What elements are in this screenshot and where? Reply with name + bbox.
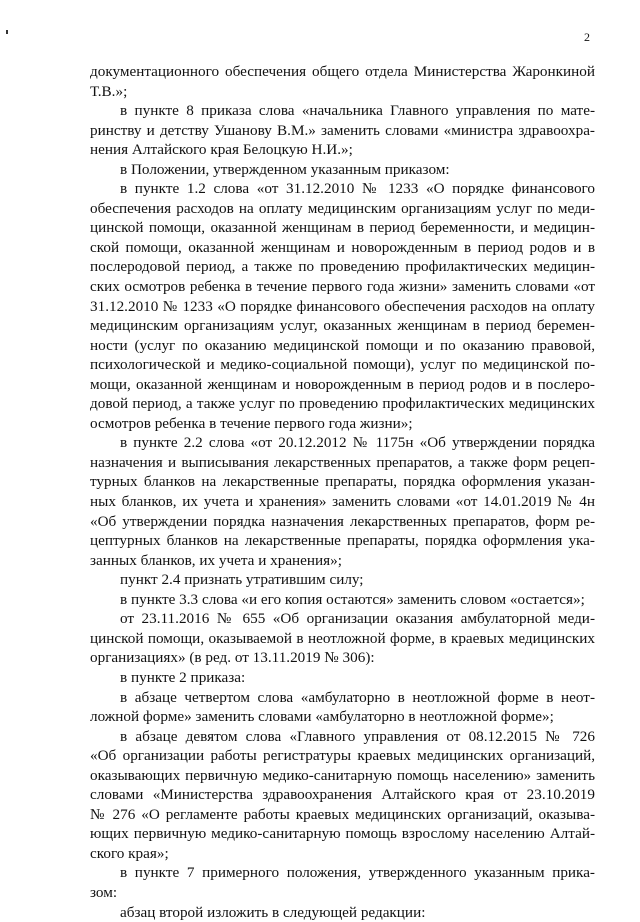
- text-line: оказывающих первичную медико-санитарную помощь населению» заменить: [90, 766, 595, 784]
- text-line: ского края»;: [90, 844, 169, 862]
- paragraph: [90, 433, 595, 570]
- paragraph: [90, 570, 595, 590]
- text-line: документационного обеспечения общего отдела Министерства Жаронкиной: [90, 63, 595, 80]
- text-line: в Положении, утвержденном указанным приказом:: [120, 160, 450, 178]
- text-line: ринству и детству Ушанову В.М.» заменить словами «министра здравоохра-: [90, 121, 595, 139]
- text-line: довой период, а также услуг по проведению профилактических медицинских: [90, 395, 595, 413]
- text-line: «Об организации работы регистратуры краевых медицинских организаций,: [90, 747, 595, 765]
- paragraph: [90, 101, 595, 160]
- text-line: ской помощи, оказанной женщинам и новорожденным в период родов и в: [90, 238, 595, 256]
- page-number: 2: [584, 30, 590, 44]
- paragraph: [90, 688, 595, 727]
- text-line: «Об утверждении порядка назначения лекарственных препаратов, форм ре-: [90, 512, 595, 530]
- text-line: 31.12.2010 № 1233 «О порядке финансового обеспечения расходов на оплату: [90, 297, 595, 315]
- scan-mark: [6, 30, 8, 34]
- text-line: от 23.11.2016 № 655 «Об организации оказания амбулаторной меди-: [120, 610, 595, 628]
- text-line: в пункте 1.2 слова «от 31.12.2010 № 1233 «О порядке финансового: [120, 180, 595, 198]
- text-line: медицинским организациям услуг, оказанных женщинам в период беремен-: [90, 317, 595, 335]
- text-line: назначения и выписывания лекарственных препаратов, а также форм рецеп-: [90, 453, 595, 471]
- paragraph: [90, 590, 595, 610]
- text-line: зом:: [90, 883, 118, 901]
- paragraph: [90, 903, 595, 922]
- text-line: ложной форме» заменить словами «амбулаторно в неотложной форме»;: [90, 708, 554, 726]
- text-line: в абзаце четвертом слова «амбулаторно в неотложной форме в неот-: [120, 688, 595, 706]
- text-line: в пункте 7 примерного положения, утвержденного указанным прика-: [120, 864, 595, 882]
- paragraph: [90, 62, 595, 101]
- text-line: мощи, оказанной женщинам и новорожденным в период родов и в послеро-: [90, 375, 595, 393]
- text-line: психологической и медико-социальной помощи), услуг по медицинской по-: [90, 356, 595, 374]
- paragraph: [90, 179, 595, 433]
- text-line: в пункте 2 приказа:: [120, 668, 246, 686]
- text-line: пункт 2.4 признать утратившим силу;: [120, 571, 364, 589]
- text-line: ных бланков, их учета и хранения» заменить словами «от 14.01.2019 № 4н: [90, 493, 595, 511]
- text-line: нения Алтайского края Белоцкую Н.И.»;: [90, 141, 353, 159]
- text-line: словами «Министерства здравоохранения Алтайского края от 23.10.2019: [90, 786, 595, 804]
- text-line: турных бланков на лекарственные препараты, порядка оформления указан-: [90, 473, 595, 491]
- paragraph: [90, 609, 595, 668]
- text-line: обеспечения расходов на оплату медицинским организациям услуг по меди-: [90, 199, 595, 217]
- paragraph: [90, 160, 595, 180]
- text-line: ющих первичную медико-санитарную помощь взрослому населению Алтай-: [90, 825, 595, 843]
- paragraph: [90, 727, 595, 864]
- text-line: Т.В.»;: [90, 82, 128, 100]
- text-line: занных бланков, их учета и хранения»;: [90, 551, 342, 569]
- text-line: организациях» (в ред. от 13.11.2019 № 306):: [90, 649, 375, 667]
- text-line: цинской помощи, оказанной женщинам в период беременности, и медицин-: [90, 219, 595, 237]
- paragraph: [90, 668, 595, 688]
- document-body: [90, 62, 595, 922]
- text-line: в пункте 2.2 слова «от 20.12.2012 № 1175н «Об утверждении порядка: [120, 434, 595, 452]
- text-line: цептурных бланков на лекарственные препараты, порядка оформления ука-: [90, 532, 595, 550]
- text-line: осмотров ребенка в течение первого года жизни»;: [90, 414, 413, 432]
- text-line: в пункте 8 приказа слова «начальника Главного управления по мате-: [120, 102, 595, 120]
- text-line: в пункте 3.3 слова «и его копия остаются» заменить словом «остается»;: [120, 590, 585, 608]
- text-line: в абзаце девятом слова «Главного управления от 08.12.2015 № 726: [120, 727, 595, 745]
- paragraph: [90, 863, 595, 902]
- text-line: ских осмотров ребенка в течение первого года жизни» заменить словами «от: [90, 278, 595, 296]
- text-line: послеродовой период, а также по проведению профилактических медицин-: [90, 258, 595, 276]
- text-line: цинской помощи, оказываемой в неотложной форме, в краевых медицинских: [90, 629, 595, 647]
- text-line: абзац второй изложить в следующей редакции:: [120, 903, 426, 921]
- text-line: № 276 «О регламенте работы краевых медицинских организаций, оказыва-: [90, 805, 595, 823]
- text-line: ности (услуг по оказанию медицинской помощи и по оказанию правовой,: [90, 336, 595, 354]
